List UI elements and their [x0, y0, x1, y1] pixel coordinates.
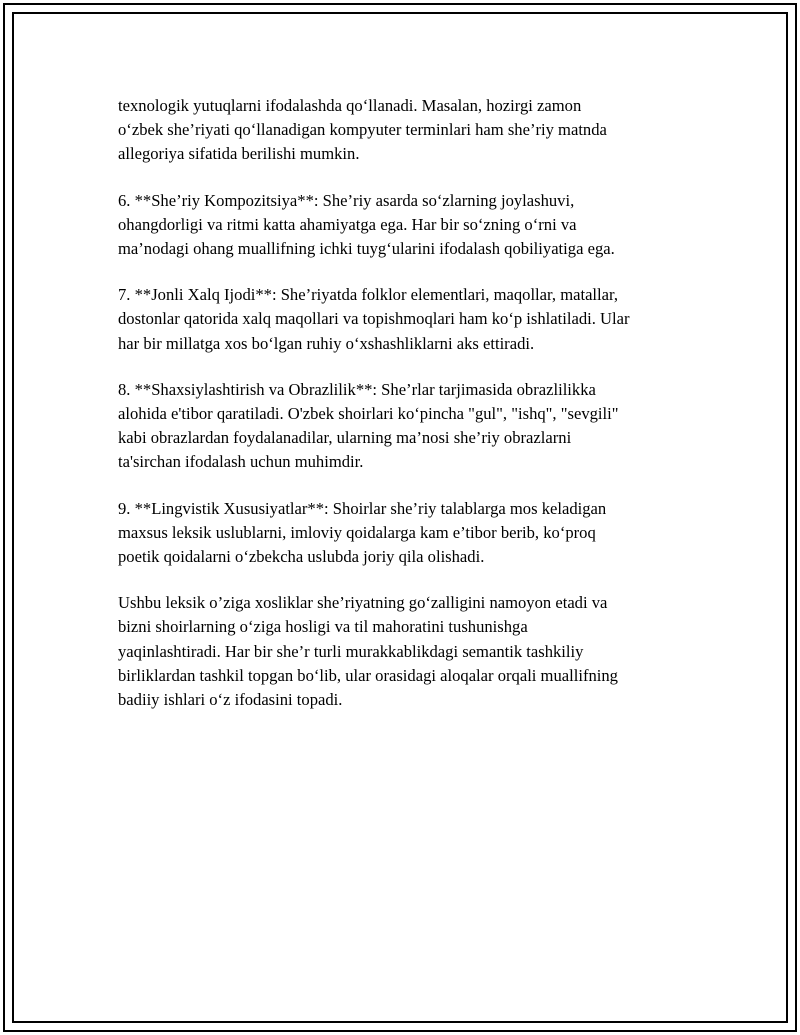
text-line: Ushbu leksik o’ziga xosliklar she’riyatning go‘zalligini namoyon etadi va	[118, 593, 608, 613]
document-body	[118, 94, 698, 734]
text-line: ma’nodagi ohang muallifning ichki tuyg‘ularini ifodalash qobiliyatiga ega.	[118, 239, 615, 259]
text-line: har bir millatga xos bo‘lgan ruhiy o‘xshashliklarni aks ettiradi.	[118, 333, 535, 353]
text-line: o‘zbek she’riyati qo‘llanadigan kompyuter terminlari ham she’riy matnda	[118, 120, 607, 140]
text-line: birliklardan tashkil topgan bo‘lib, ular orasidagi aloqalar orqali muallifning	[118, 665, 618, 685]
paragraph-item-8	[118, 378, 698, 475]
paragraph-conclusion	[118, 591, 698, 712]
text-line: badiiy ishlari o‘z ifodasini topadi.	[118, 690, 343, 710]
text-line: maxsus leksik uslublarni, imloviy qoidalarga kam e’tibor berib, ko‘proq	[118, 522, 596, 542]
text-line: kabi obrazlardan foydalanadilar, ularning ma’nosi she’riy obrazlarni	[118, 428, 572, 448]
text-line: bizni shoirlarning o‘ziga hosligi va til mahoratini tushunishga	[118, 617, 528, 637]
paragraph-item-7	[118, 283, 698, 356]
paragraph-item-6	[118, 189, 698, 262]
text-line: allegoriya sifatida berilishi mumkin.	[118, 144, 360, 164]
text-line: poetik qoidalarni o‘zbekcha uslubda joriy qila olishadi.	[118, 547, 485, 567]
text-line: dostonlar qatorida xalq maqollari va topishmoqlari ham ko‘p ishlatiladi. Ular	[118, 309, 630, 329]
paragraph-intro-continuation	[118, 94, 698, 167]
text-line: 7. **Jonli Xalq Ijodi**: She’riyatda folklor elementlari, maqollar, matallar,	[118, 285, 619, 305]
text-line: texnologik yutuqlarni ifodalashda qo‘llanadi. Masalan, hozirgi zamon	[118, 96, 582, 115]
paragraph-item-9	[118, 497, 698, 570]
text-line: ta'sirchan ifodalash uchun muhimdir.	[118, 452, 364, 472]
text-line: 6. **She’riy Kompozitsiya**: She’riy asarda so‘zlarning joylashuvi,	[118, 190, 575, 210]
text-line: 9. **Lingvistik Xususiyatlar**: Shoirlar she’riy talablarga mos keladigan	[118, 498, 607, 518]
text-line: yaqinlashtiradi. Har bir she’r turli murakkablikdagi semantik tashkiliy	[118, 641, 584, 661]
text-line: 8. **Shaxsiylashtirish va Obrazlilik**: She’rlar tarjimasida obrazlilikka	[118, 379, 596, 399]
text-line: ohangdorligi va ritmi katta ahamiyatga ega. Har bir so‘zning o‘rni va	[118, 214, 577, 234]
text-line: alohida e'tibor qaratiladi. O'zbek shoirlari ko‘pincha "gul", "ishq", "sevgili"	[118, 404, 619, 424]
